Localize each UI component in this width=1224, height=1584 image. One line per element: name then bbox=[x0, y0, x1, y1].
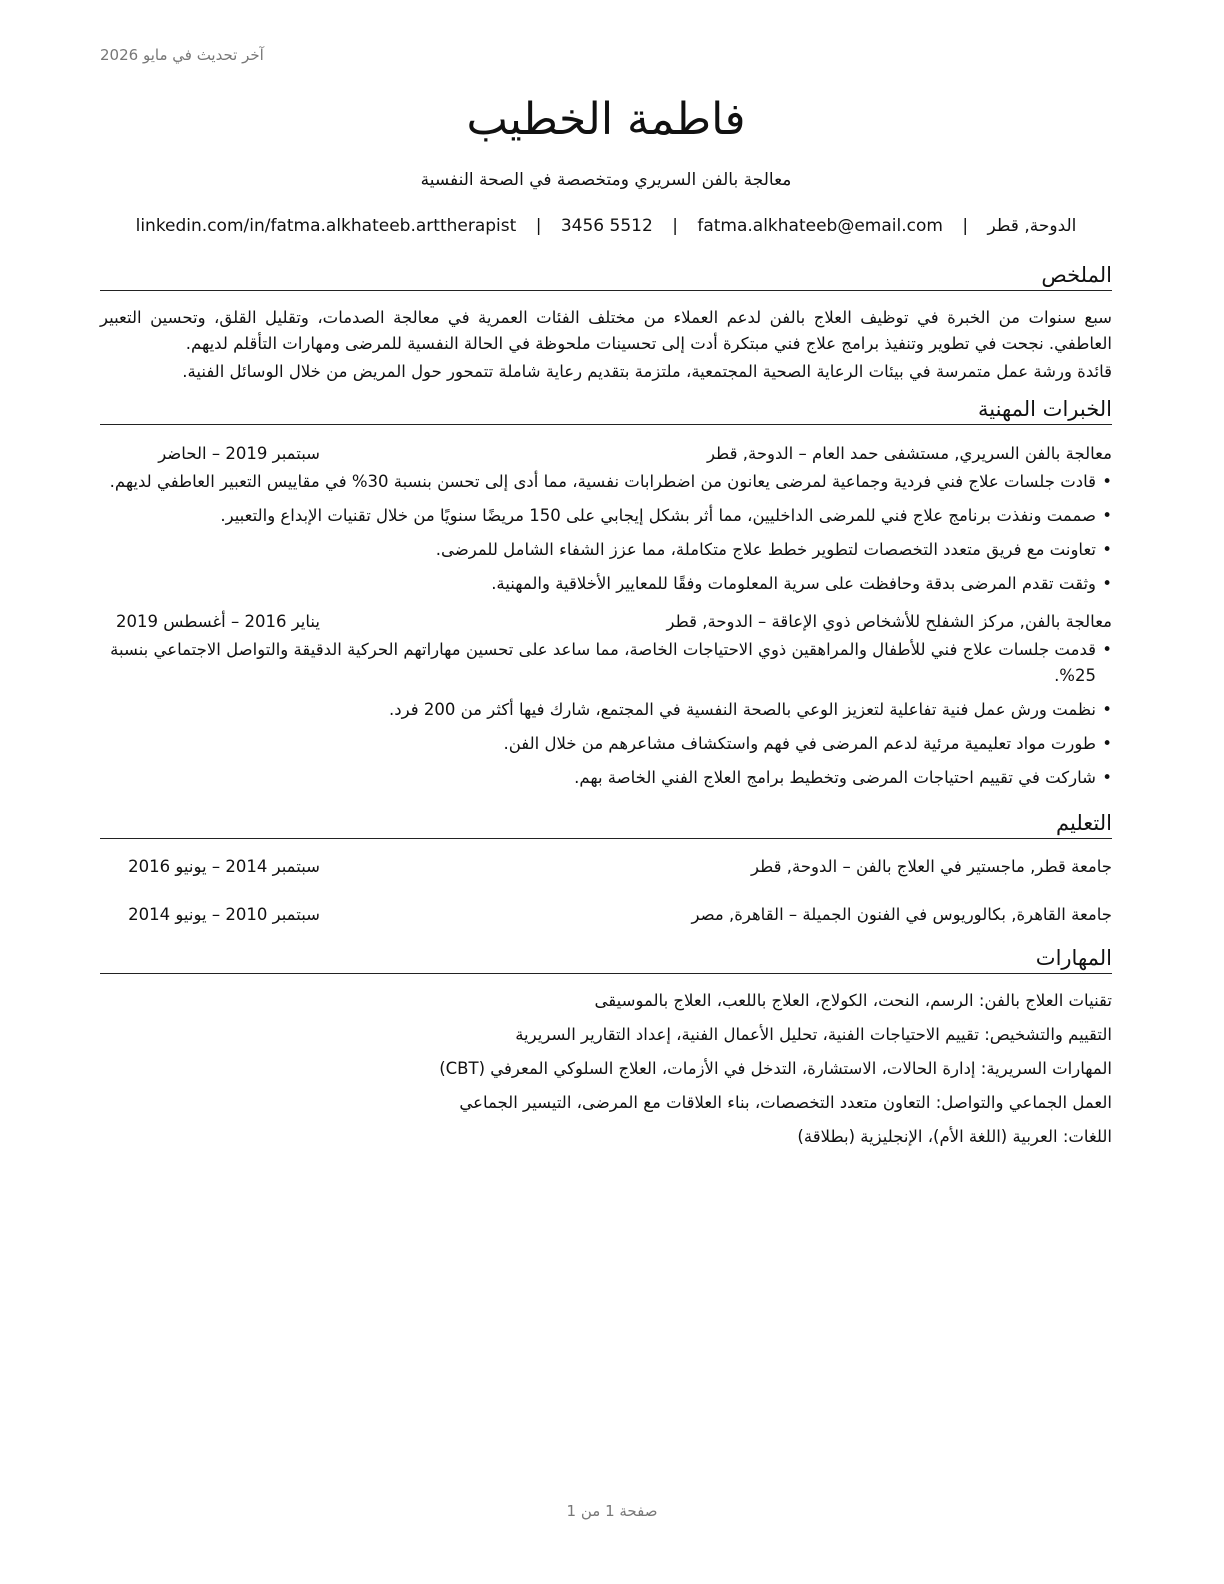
skill-line: اللغات: العربية (اللغة الأم)، الإنجليزية (بطلاقة) bbox=[797, 1127, 1112, 1146]
experience-heading: الخبرات المهنية bbox=[100, 395, 1112, 425]
education-entry bbox=[100, 854, 1112, 880]
job-position: معالجة بالفن السريري, مستشفى حمد العام – الدوحة, قطر bbox=[706, 444, 1112, 463]
skills-list bbox=[100, 988, 1112, 1150]
job-bullet: • نظمت ورش عمل فنية تفاعلية لتعزيز الوعي بالصحة النفسية في المجتمع، شارك فيها أكثر من 200 فرد. bbox=[100, 697, 1112, 723]
job-bullet: • طورت مواد تعليمية مرئية لدعم المرضى في فهم واستكشاف مشاعرهم من خلال الفن. bbox=[100, 731, 1112, 757]
contact-separator: | bbox=[672, 216, 678, 236]
skills-heading: المهارات bbox=[100, 944, 1112, 974]
education-degree: جامعة قطر, ماجستير في العلاج بالفن – الدوحة, قطر bbox=[750, 857, 1112, 876]
education-entry bbox=[100, 902, 1112, 928]
contact-linkedin[interactable]: linkedin.com/in/fatma.alkhateeb.arttherapist bbox=[135, 216, 517, 236]
job-bullet: • صممت ونفذت برنامج علاج فني للمرضى الداخليين، مما أثر بشكل إيجابي على 150 مريضًا سنويًا من خلال تقنيات الإبداع والتعبير. bbox=[100, 503, 1112, 529]
job-bullets bbox=[100, 469, 1112, 597]
education-degree: جامعة القاهرة, بكالوريوس في الفنون الجميلة – القاهرة, مصر bbox=[691, 905, 1112, 924]
job-bullet: • قادت جلسات علاج فني فردية وجماعية لمرضى يعانون من اضطرابات نفسية، مما أدى إلى تحسن بنسبة 30% في مقاييس التعبير العاطفي لديهم. bbox=[100, 469, 1112, 495]
contact-phone: 3456 5512 bbox=[560, 216, 653, 236]
job-title: معالجة بالفن السريري ومتخصصة في الصحة النفسية bbox=[420, 170, 792, 190]
summary-paragraph: سبع سنوات من الخبرة في توظيف العلاج بالفن لدعم العملاء من مختلف الفئات العمرية في معالجة الصدمات، وتقليل القلق، وتحسين التعبير العاطفي. نجحت في تطوير وتنفيذ برامج علاج فني مبتكرة أدت إلى تحسينات ملحوظة في الحالة النفسية للمرضى ومهارات التأقلم لديهم. bbox=[100, 308, 1112, 353]
contact-separator: | bbox=[962, 216, 969, 236]
page-number: صفحة 1 من 1 bbox=[566, 1502, 658, 1520]
contact-location: الدوحة, قطر bbox=[987, 216, 1077, 236]
skill-line: التقييم والتشخيص: تقييم الاحتياجات الفنية، تحليل الأعمال الفنية، إعداد التقارير السريرية bbox=[515, 1025, 1112, 1044]
job-bullet: • وثقت تقدم المرضى بدقة وحافظت على سرية المعلومات وفقًا للمعايير الأخلاقية والمهنية. bbox=[100, 571, 1112, 597]
summary-heading: الملخص bbox=[100, 261, 1112, 291]
job-bullet: • شاركت في تقييم احتياجات المرضى وتخطيط برامج العلاج الفني الخاصة بهم. bbox=[100, 765, 1112, 791]
job-position: معالجة بالفن, مركز الشفلح للأشخاص ذوي الإعاقة – الدوحة, قطر bbox=[666, 612, 1112, 631]
education-dates: سبتمبر 2010 – يونيو 2014 bbox=[128, 905, 320, 924]
job-dates: سبتمبر 2019 – الحاضر bbox=[158, 444, 320, 463]
contact-line bbox=[100, 213, 1112, 239]
education-dates: سبتمبر 2014 – يونيو 2016 bbox=[128, 857, 320, 876]
summary-section bbox=[100, 261, 1112, 385]
contact-separator: | bbox=[535, 216, 542, 236]
skills-section bbox=[100, 944, 1112, 1150]
resume-page bbox=[100, 90, 1112, 1158]
summary-paragraph: قائدة ورشة عمل متمرسة في بيئات الرعاية الصحية المجتمعية، ملتزمة بتقديم رعاية شاملة تتمحور حول المريض من خلال الوسائل الفنية. bbox=[182, 362, 1112, 381]
person-name: فاطمة الخطيب bbox=[466, 94, 746, 145]
skill-line: المهارات السريرية: إدارة الحالات، الاستشارة، التدخل في الأزمات، العلاج السلوكي المعرفي (CBT) bbox=[439, 1059, 1112, 1078]
job-entry bbox=[100, 609, 1112, 791]
job-bullets bbox=[100, 637, 1112, 791]
experience-section bbox=[100, 395, 1112, 791]
skill-line: العمل الجماعي والتواصل: التعاون متعدد التخصصات، بناء العلاقات مع المرضى، التيسير الجماعي bbox=[459, 1093, 1112, 1112]
job-dates: يناير 2016 – أغسطس 2019 bbox=[115, 612, 320, 631]
education-section bbox=[100, 809, 1112, 928]
skill-line: تقنيات العلاج بالفن: الرسم، النحت، الكولاج، العلاج باللعب، العلاج بالموسيقى bbox=[594, 991, 1112, 1010]
contact-email[interactable]: fatma.alkhateeb@email.com bbox=[697, 216, 943, 236]
job-bullet: • تعاونت مع فريق متعدد التخصصات لتطوير خطط علاج متكاملة، مما عزز الشفاء الشامل للمرضى. bbox=[100, 537, 1112, 563]
last-updated-note: آخر تحديث في مايو 2026 bbox=[100, 46, 264, 64]
education-heading: التعليم bbox=[100, 809, 1112, 839]
job-bullet: • قدمت جلسات علاج فني للأطفال والمراهقين ذوي الاحتياجات الخاصة، مما ساعد على تحسين مهاراتهم الحركية الدقيقة والتواصل الاجتماعي بنسبة 25%. bbox=[100, 637, 1112, 689]
job-entry bbox=[100, 441, 1112, 597]
